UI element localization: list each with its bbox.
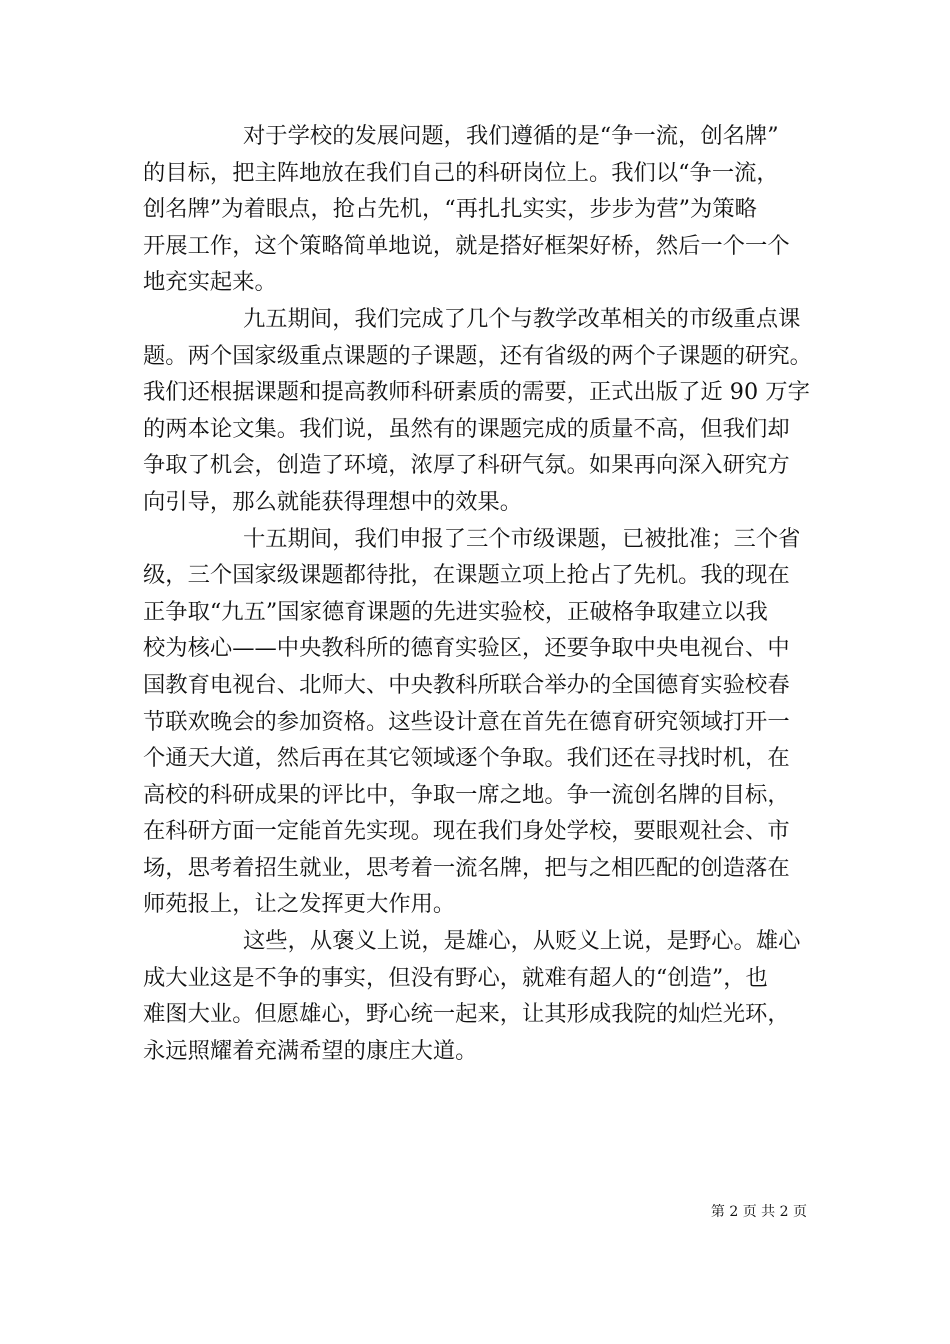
text-line: 地充实起来。 [143, 269, 277, 296]
text-line: 十五期间，我们申报了三个市级课题，已被批准；三个省 [243, 525, 801, 552]
paragraph-3 [143, 521, 809, 924]
paragraph-2 [143, 301, 812, 521]
text-line: 高校的科研成果的评比中，争取一席之地。争一流创名牌的目标， [143, 781, 790, 808]
text-line: 这些，从褒义上说，是雄心，从贬义上说，是野心。雄心 [243, 928, 801, 955]
page-number: 第 2 页 共 2 页 [710, 1204, 807, 1220]
text-line: 题。两个国家级重点课题的子课题，还有省级的两个子课题的研究。 [143, 342, 812, 369]
text-line: 场，思考着招生就业，思考着一流名牌，把与之相匹配的创造落在 [143, 854, 790, 881]
text-line: 难图大业。但愿雄心，野心统一起来，让其形成我院的灿烂光环， [143, 1001, 790, 1028]
text-line: 向引导，那么就能获得理想中的效果。 [143, 488, 523, 515]
text-line: 个通天大道，然后再在其它领域逐个争取。我们还在寻找时机，在 [143, 745, 790, 772]
text-line: 的目标，把主阵地放在我们自己的科研岗位上。我们以“争一流， [143, 159, 779, 186]
text-line: 成大业这是不争的事实，但没有野心，就难有超人的“创造”，也 [143, 964, 768, 991]
text-line: 级，三个国家级课题都待批，在课题立项上抢占了先机。我的现在 [143, 562, 790, 589]
text-line: 开展工作，这个策略简单地说，就是搭好框架好桥，然后一个一个 [143, 232, 790, 259]
text-line: 正争取“九五”国家德育课题的先进实验校，正破格争取建立以我 [143, 598, 768, 625]
paragraph-1 [143, 118, 809, 301]
text-line: 永远照耀着充满希望的康庄大道。 [143, 1037, 478, 1064]
paragraph-4 [143, 923, 809, 1069]
text-line: 国教育电视台、北师大、中央教科所联合举办的全国德育实验校春 [143, 671, 790, 698]
text-line: 我们还根据课题和提高教师科研素质的需要，正式出版了近 90 万字 [143, 379, 810, 406]
text-line: 校为核心——中央教科所的德育实验区，还要争取中央电视台、中 [143, 635, 790, 662]
document-body [143, 118, 812, 1069]
text-line: 争取了机会，创造了环境，浓厚了科研气氛。如果再向深入研究方 [143, 452, 790, 479]
text-line: 师苑报上，让之发挥更大作用。 [143, 891, 456, 918]
text-line: 九五期间，我们完成了几个与教学改革相关的市级重点课 [243, 305, 801, 332]
text-line: 在科研方面一定能首先实现。现在我们身处学校，要眼观社会、市 [143, 818, 790, 845]
text-line: 的两本论文集。我们说，虽然有的课题完成的质量不高，但我们却 [143, 415, 790, 442]
text-line: 对于学校的发展问题，我们遵循的是“争一流，创名牌” [243, 123, 779, 149]
text-line: 创名牌”为着眼点，抢占先机，“再扎扎实实，步步为营”为策略 [143, 196, 757, 223]
text-line: 节联欢晚会的参加资格。这些设计意在首先在德育研究领域打开一 [143, 708, 790, 735]
